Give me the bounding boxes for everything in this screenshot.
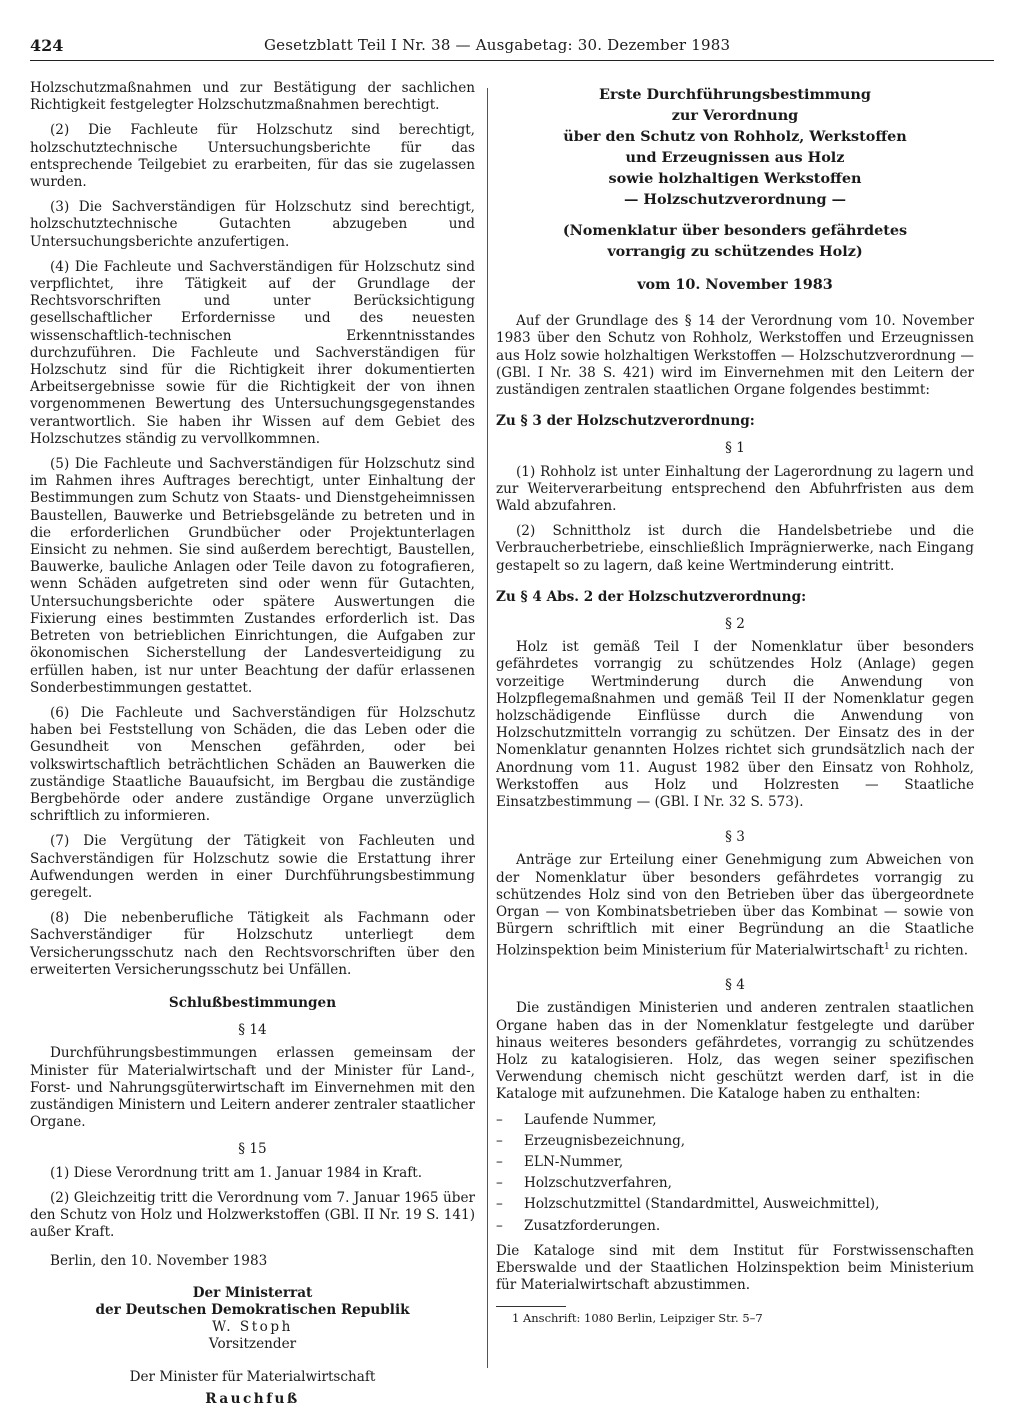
paragraph-6: (6) Die Fachleute und Sachverständigen für Holzschutz haben bei Feststellung von Schäden, die das Leben oder die Gesundheit von Menschen gefährden, oder bei volkswirtschaftlich beträchtlichen Schäden an Bauwerken die zuständige Staatliche Bauaufsicht, im Bergbau die zuständige Bergbehörde oder andere zuständige Organe unverzüglich schriftlich zu informieren. bbox=[30, 704, 475, 825]
place-date: Berlin, den 10. November 1983 bbox=[50, 1253, 268, 1270]
section-14-text: Durchführungsbestimmungen erlassen gemeinsam der Minister für Materialwirtschaft und der Minister für Land-, Forst- und Nahrungsgüterwirtschaft im Einvernehmen mit den zuständigen Ministern und Leitern anderer zentraler staatlicher Organe. bbox=[30, 1045, 475, 1131]
signatory-name-2: Rauchfuß bbox=[205, 1390, 300, 1407]
section-title-schlussbestimmungen: Schlußbestimmungen bbox=[168, 994, 337, 1011]
list-item: – Zusatzforderungen. bbox=[496, 1218, 974, 1235]
section-15-paragraph-2: (2) Gleichzeitig tritt die Verordnung vom 7. Januar 1965 über den Schutz von Holz und Holzwerkstoffen (GBl. II Nr. 19 S. 141) außer Kraft. bbox=[30, 1189, 475, 1241]
list-item: – Erzeugnisbezeichnung, bbox=[496, 1133, 974, 1150]
footnote-marker: 1 bbox=[883, 941, 890, 952]
signatory-role-1: Vorsitzender bbox=[208, 1336, 297, 1353]
footnote-rule bbox=[496, 1306, 566, 1307]
section-15-heading: § 15 bbox=[238, 1141, 267, 1158]
list-item: – Laufende Nummer, bbox=[496, 1112, 974, 1129]
signatory-body-line-1: Der Ministerrat bbox=[192, 1284, 313, 1301]
doc-title-line-5: sowie holzhaltigen Werkstoffen bbox=[608, 170, 862, 187]
left-column bbox=[30, 80, 475, 1408]
section-14-heading: § 14 bbox=[238, 1022, 267, 1039]
section-1-paragraph-2: (2) Schnittholz ist durch die Handelsbetriebe und die Verbraucherbetriebe, einschließlich Imprägnierwerke, nach Eingang gestapelt so zu lagern, daß keine Wertminderung eintritt. bbox=[496, 523, 974, 574]
doc-title-line-4: und Erzeugnissen aus Holz bbox=[625, 149, 845, 166]
paragraph-8: (8) Die nebenberufliche Tätigkeit als Fachmann oder Sachverständiger für Holzschutz unterliegt dem Versicherungsschutz nach den Rechtsvorschriften über den erweiterten Versicherungsschutz bei Unfällen. bbox=[30, 910, 475, 978]
paragraph-3: (3) Die Sachverständigen für Holzschutz sind berechtigt, holzschutztechnische Gutachten abzugeben und Untersuchungsberichte anzufertigen. bbox=[30, 199, 475, 250]
doc-title-line-1: Erste Durchführungsbestimmung bbox=[599, 86, 871, 103]
doc-date: vom 10. November 1983 bbox=[637, 276, 833, 293]
doc-title-line-3: über den Schutz von Rohholz, Werkstoffen bbox=[563, 128, 907, 145]
section-4-text: Die zuständigen Ministerien und anderen zentralen staatlichen Organe haben das in der Nomenklatur festgelegte und darüber hinaus weiteres besonders gefährdetes, vorrangig zu schützendes Holz zu katalogisieren. Holz, das wegen seiner spezifischen Verwendung chemisch nicht geschützt werden darf, ist in die Kataloge mit aufzunehmen. Die Kataloge haben zu enthalten: bbox=[496, 1000, 974, 1103]
right-column bbox=[496, 84, 974, 1333]
zu-section-4-heading: Zu § 4 Abs. 2 der Holzschutzverordnung: bbox=[496, 588, 807, 605]
section-1-paragraph-1: (1) Rohholz ist unter Einhaltung der Lagerordnung zu lagern und zur Weiterverarbeitung entsprechend den Abfuhrfristen aus dem Wald abzufahren. bbox=[496, 463, 974, 515]
section-2-text: Holz ist gemäß Teil I der Nomenklatur über besonders gefährdetes vorrangig zu schützendes Holz (Anlage) gegen vorzeitige Wertminderung durch die Anwendung von Holzpflegemaßnahmen und gemäß Teil II der Nomenklatur gegen holzschädigende Einflüsse durch die Anwendung von Holzschutzmitteln vorrangig zu schützen. Der Einsatz des in der Nomenklatur genannten Holzes richtet sich grundsätzlich nach der Anordnung vom 11. August 1982 über den Einsatz von Rohholz, Werkstoffen aus Holz und Holzresten — Staatliche Einsatzbestimmung — (GBl. I Nr. 32 S. 573). bbox=[496, 639, 974, 811]
column-divider bbox=[487, 88, 488, 1368]
page-header bbox=[30, 36, 994, 64]
header-rule bbox=[30, 60, 994, 61]
paragraph-7: (7) Die Vergütung der Tätigkeit von Fachleuten und Sachverständigen für Holzschutz sowie die Erstattung ihrer Aufwendungen werden in einer Durchführungsbestimmung geregelt. bbox=[30, 833, 475, 901]
doc-title-line-6: — Holzschutzverordnung — bbox=[623, 191, 847, 208]
list-item: – ELN-Nummer, bbox=[496, 1154, 974, 1171]
gazette-title: Gesetzblatt Teil I Nr. 38 — Ausgabetag: 30. Dezember 1983 bbox=[264, 36, 731, 54]
doc-title-line-2: zur Verordnung bbox=[671, 107, 799, 124]
section-2-heading: § 2 bbox=[725, 616, 745, 633]
section-3-body: Anträge zur Erteilung einer Genehmigung zum Abweichen von der Nomenklatur über besonders gefährdetes vorrangig zu schützendes Holz sind von den Betrieben über das übergeordnete Organ — von Kombinatsbetrieben über das Kombinat — sowie von Bürgern schriftlich mit einer Begründung an die Staatliche Holzinspektion beim Ministerium für Materialwirtschaft bbox=[496, 852, 974, 959]
intro-text: Auf der Grundlage des § 14 der Verordnung vom 10. November 1983 über den Schutz von Rohholz, Werkstoffen und Erzeugnissen aus Holz sowie holzhaltigen Werkstoffen — Holzschutzverordnung — (GBl. I Nr. 38 S. 421) wird im Einvernehmen mit den Leitern der zuständigen zentralen staatlichen Organe folgendes bestimmt: bbox=[496, 313, 974, 399]
catalog-contents-list bbox=[496, 1112, 974, 1235]
footnote: 1 Anschrift: 1080 Berlin, Leipziger Str. 5–7 bbox=[512, 1311, 763, 1326]
section-4-heading: § 4 bbox=[725, 977, 745, 994]
page-number: 424 bbox=[30, 36, 64, 55]
signatory-name-1: W. Stoph bbox=[212, 1319, 293, 1335]
signatory-body-line-2: der Deutschen Demokratischen Republik bbox=[95, 1301, 410, 1318]
paragraph-4: (4) Die Fachleute und Sachverständigen für Holzschutz sind verpflichtet, ihre Tätigkeit auf der Grundlage der Rechtsvorschriften und unter Berücksichtigung gesellschaftlicher Erfordernisse und des neuesten wissenschaftlich-technischen Erkenntnisstandes durchzuführen. Die Fachleute und Sachverständigen für Holzschutz sind für die Richtigkeit ihrer dokumentierten Arbeitsergebnisse sowie für die Richtigkeit der von ihnen vorgenommenen Bewertung des Untersuchungsgegenstandes verantwortlich. Sie haben ihr Wissen auf dem Gebiet des Holzschutzes ständig zu vervollkommnen. bbox=[30, 258, 475, 447]
section-1-heading: § 1 bbox=[725, 440, 745, 457]
zu-section-3-heading: Zu § 3 der Holzschutzverordnung: bbox=[496, 413, 755, 430]
signatory-role-2: Der Minister für Materialwirtschaft bbox=[129, 1369, 376, 1386]
list-item: – Holzschutzverfahren, bbox=[496, 1175, 974, 1192]
section-4-closing: Die Kataloge sind mit dem Institut für Forstwissenschaften Eberswalde und der Staatlichen Holzinspektion beim Ministerium für Materialwirtschaft abzustimmen. bbox=[496, 1242, 974, 1294]
section-3-heading: § 3 bbox=[725, 829, 745, 846]
doc-subtitle-line-1: (Nomenklatur über besonders gefährdetes bbox=[562, 222, 908, 239]
section-3-end: zu richten. bbox=[889, 942, 969, 959]
list-item: – Holzschutzmittel (Standardmittel, Ausweichmittel), bbox=[496, 1196, 974, 1213]
section-3-text bbox=[496, 852, 974, 959]
paragraph-2: (2) Die Fachleute für Holzschutz sind berechtigt, holzschutztechnische Untersuchungsberichte für das entsprechende Teilgebiet zu erarbeiten, für das sie zugelassen wurden. bbox=[30, 122, 475, 191]
continued-text: Holzschutzmaßnahmen und zur Bestätigung der sachlichen Richtigkeit festgelegter Holzschutzmaßnahmen berechtigt. bbox=[30, 80, 475, 114]
paragraph-5: (5) Die Fachleute und Sachverständigen für Holzschutz sind im Rahmen ihres Auftrages berechtigt, unter Einhaltung der Bestimmungen zum Schutz von Staats- und Dienstgeheimnissen Baustellen, Bauwerke und Betriebsgelände zu betreten und in die erforderlichen Grundbücher oder Projektunterlagen Einsicht zu nehmen. Sie sind außerdem berechtigt, Baustellen, Bauwerke, bauliche Anlagen oder Teile davon zu fotografieren, wenn Schäden aufgetreten sind oder wenn für Gutachten, Untersuchungsberichte oder spätere Auswertungen die Fixierung eines bestimmten Zustandes erforderlich ist. Das Betreten von betrieblichen Einrichtungen, die Aufgaben zur ökonomischen Sicherstellung der Landesverteidigung zu erfüllen haben, ist nur unter Beachtung der dafür erlassenen Sonderbestimmungen gestattet. bbox=[30, 456, 475, 696]
section-15-paragraph-1: (1) Diese Verordnung tritt am 1. Januar 1984 in Kraft. bbox=[50, 1164, 423, 1181]
doc-subtitle-line-2: vorrangig zu schützendes Holz) bbox=[607, 243, 863, 260]
